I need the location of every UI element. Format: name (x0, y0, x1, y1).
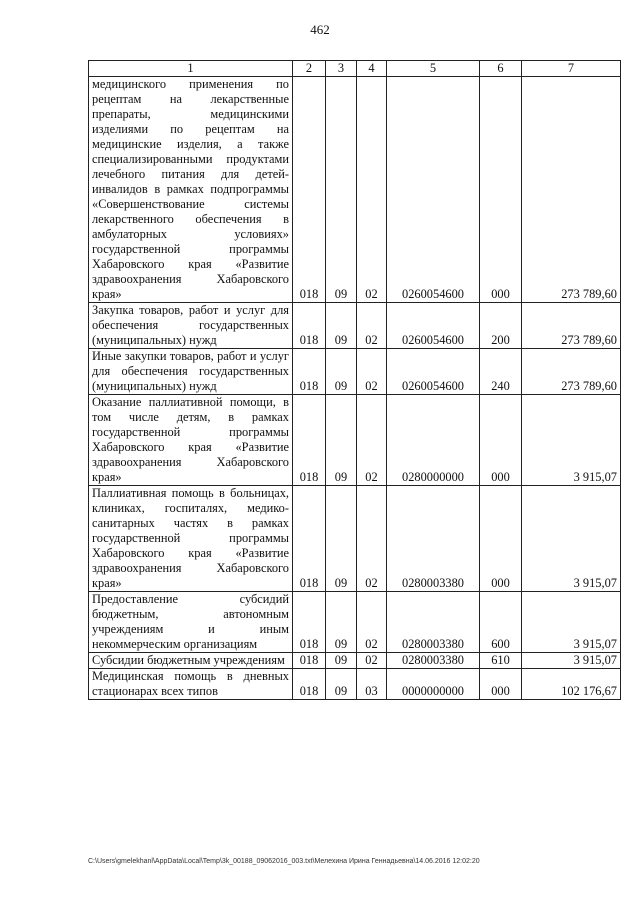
row-amount: 273 789,60 (522, 77, 621, 303)
table-row (89, 592, 621, 653)
row-expense-type: 600 (480, 592, 522, 653)
row-amount: 3 915,07 (522, 395, 621, 486)
header-row (89, 61, 621, 77)
row-ministry-code: 018 (293, 653, 326, 669)
row-target-code: 0260054600 (387, 349, 480, 395)
row-expense-type: 000 (480, 395, 522, 486)
header-col-6: 6 (480, 61, 522, 77)
row-ministry-code: 018 (293, 669, 326, 700)
header-col-1: 1 (89, 61, 293, 77)
row-amount: 3 915,07 (522, 592, 621, 653)
row-expense-type: 610 (480, 653, 522, 669)
row-section-code: 09 (326, 653, 357, 669)
row-target-code: 0260054600 (387, 77, 480, 303)
row-expense-type: 240 (480, 349, 522, 395)
row-ministry-code: 018 (293, 77, 326, 303)
row-target-code: 0280003380 (387, 486, 480, 592)
table-row (89, 395, 621, 486)
row-subsection-code: 02 (357, 486, 387, 592)
row-target-code: 0000000000 (387, 669, 480, 700)
row-target-code: 0280003380 (387, 653, 480, 669)
row-description: Медицинская помощь в дневных стационарах всех типов (89, 669, 293, 700)
table-row (89, 303, 621, 349)
table-row (89, 77, 621, 303)
table-row (89, 653, 621, 669)
row-description: Субсидии бюджетным учреждениям (89, 653, 293, 669)
row-description: медицинского применения по рецептам на лекарственные препараты, медицинскими изделиями по рецептам на медицинские изделия, а также специализированными продуктами лечебного питания для детей-инвалидов в рамках подпрограммы «Совершенствование системы лекарственного обеспечения в амбулаторных условиях» государственной программы Хабаровского края «Развитие здравоохранения Хабаровского края» (89, 77, 293, 303)
row-description: Иные закупки товаров, работ и услуг для обеспечения государственных (муниципальных) нужд (89, 349, 293, 395)
row-subsection-code: 02 (357, 592, 387, 653)
row-description: Паллиативная помощь в больницах, клиниках, госпиталях, медико-санитарных частях в рамках государственной программы Хабаровского края «Развитие здравоохранения Хабаровского края» (89, 486, 293, 592)
row-section-code: 09 (326, 303, 357, 349)
page-number: 462 (310, 22, 330, 37)
row-expense-type: 000 (480, 669, 522, 700)
row-ministry-code: 018 (293, 303, 326, 349)
row-description: Закупка товаров, работ и услуг для обеспечения государственных (муниципальных) нужд (89, 303, 293, 349)
row-section-code: 09 (326, 669, 357, 700)
row-amount: 273 789,60 (522, 303, 621, 349)
header-col-2: 2 (293, 61, 326, 77)
row-target-code: 0260054600 (387, 303, 480, 349)
row-subsection-code: 02 (357, 349, 387, 395)
row-subsection-code: 02 (357, 77, 387, 303)
row-section-code: 09 (326, 395, 357, 486)
header-col-3: 3 (326, 61, 357, 77)
file-path-footer: C:\Users\gmelekhanl\AppData\Local\Temp\3k_00188_09062016_003.txt\Мелехина Ирина Геннадьевна\14.06.2016 12:02:20 (88, 858, 480, 865)
row-amount: 3 915,07 (522, 653, 621, 669)
row-subsection-code: 02 (357, 653, 387, 669)
row-target-code: 0280000000 (387, 395, 480, 486)
row-section-code: 09 (326, 77, 357, 303)
row-amount: 102 176,67 (522, 669, 621, 700)
row-expense-type: 200 (480, 303, 522, 349)
row-subsection-code: 02 (357, 303, 387, 349)
header-col-5: 5 (387, 61, 480, 77)
row-expense-type: 000 (480, 77, 522, 303)
table-row (89, 669, 621, 700)
row-ministry-code: 018 (293, 395, 326, 486)
header-col-4: 4 (357, 61, 387, 77)
budget-table (88, 60, 621, 700)
table-row (89, 349, 621, 395)
row-description: Предоставление субсидий бюджетным, автономным учреждениям и иным некоммерческим организациям (89, 592, 293, 653)
row-ministry-code: 018 (293, 349, 326, 395)
row-ministry-code: 018 (293, 486, 326, 592)
row-subsection-code: 02 (357, 395, 387, 486)
row-section-code: 09 (326, 486, 357, 592)
table-row (89, 486, 621, 592)
row-expense-type: 000 (480, 486, 522, 592)
row-description: Оказание паллиативной помощи, в том числе детям, в рамках государственной программы Хабаровского края «Развитие здравоохранения Хабаровского края» (89, 395, 293, 486)
row-ministry-code: 018 (293, 592, 326, 653)
row-amount: 3 915,07 (522, 486, 621, 592)
row-amount: 273 789,60 (522, 349, 621, 395)
row-subsection-code: 03 (357, 669, 387, 700)
row-section-code: 09 (326, 592, 357, 653)
row-section-code: 09 (326, 349, 357, 395)
row-target-code: 0280003380 (387, 592, 480, 653)
header-col-7: 7 (522, 61, 621, 77)
